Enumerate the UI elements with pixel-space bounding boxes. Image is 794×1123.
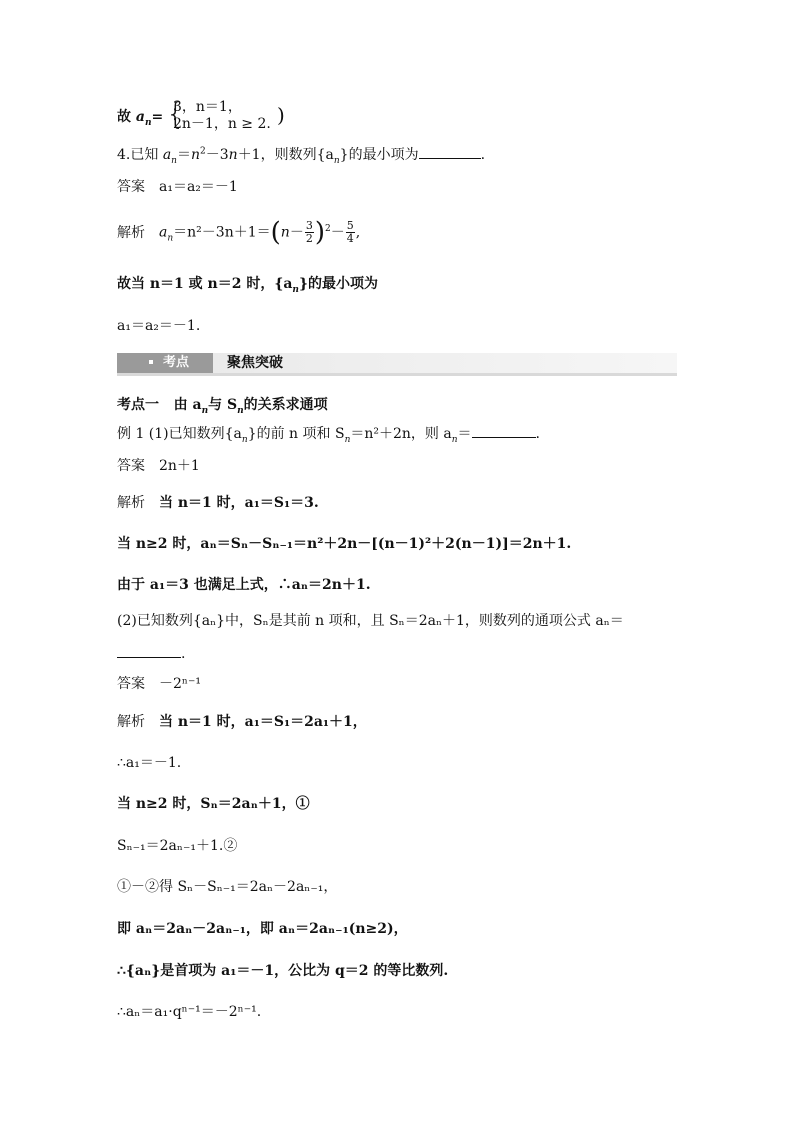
piecewise-case-1: 3，n＝1， [173, 99, 242, 115]
ex1-2-line-3: 当 n≥2 时，Sₙ＝2aₙ＋1，① [117, 796, 310, 812]
section-title: 聚焦突破 [227, 355, 283, 371]
ex1-1-answer: 答案 2n＋1 [117, 458, 200, 474]
topic-1-heading: 考点一 由 $a_n$与 $S_n$的关系求通项 [117, 397, 328, 416]
ex1-2-answer: 答案 －2ⁿ⁻¹ [117, 676, 201, 692]
ex1-2-blank: . [117, 645, 185, 663]
question-4: 4.已知 $a_n=n^2-3n+1$，则数列$\{a_n\}$的最小项为 . [117, 146, 486, 166]
piecewise-case-2: 2n－1，n ≥ 2. [173, 116, 271, 132]
ex1-2-analysis: 解析 当 n＝1 时，a₁＝S₁＝2a₁＋1， [117, 714, 367, 730]
piecewise-close-paren: ) [277, 103, 285, 127]
ex1-2-line-2: ∴a₁＝－1. [117, 755, 182, 771]
ex1-2-line-6: 即 aₙ＝2aₙ－2aₙ₋₁，即 aₙ＝2aₙ₋₁(n≥2)， [117, 921, 408, 937]
ex1-1-line-2: 当 n≥2 时，aₙ＝Sₙ－Sₙ₋₁＝n²＋2n－[(n－1)²＋2(n－1)]＝2n＋1. [117, 536, 572, 552]
section-tag: 考点 [117, 353, 213, 373]
square-bullet-icon [149, 360, 153, 364]
q4-conclusion: 故当 n＝1 或 n＝2 时，$\{a_n\}$的最小项为 [117, 276, 378, 295]
ex1-2-line-7: ∴{aₙ}是首项为 a₁＝－1，公比为 q＝2 的等比数列. [117, 963, 449, 979]
piecewise-brace: { [166, 97, 186, 132]
example-1-part-1: 例 1 (1)已知数列$\{a_n\}$的前 n 项和 $S_n=n^2+2n$，则 $a_n=$ . [117, 426, 540, 445]
ex1-2-line-5: ①－②得 Sₙ－Sₙ₋₁＝2aₙ－2aₙ₋₁， [117, 879, 338, 895]
q4-analysis: 解析 $a_n=n^2-3n+1=(n-$ $\frac{3}{2}$ )$^2$－ $\frac{5}{4}$ , [117, 217, 361, 248]
example-1-part-2: (2)已知数列{aₙ}中，Sₙ是其前 n 项和，且 Sₙ＝2aₙ＋1，则数列的通项公式 aₙ＝ [117, 613, 624, 629]
section-header [117, 353, 677, 376]
ex1-2-line-4: Sₙ₋₁＝2aₙ₋₁＋1.② [117, 838, 238, 854]
ex1-1-analysis: 解析 当 n＝1 时，a₁＝S₁＝3. [117, 495, 319, 511]
piecewise-lead: 故 $a_n=$ [117, 109, 164, 128]
q4-final: a₁＝a₂＝－1. [117, 318, 201, 334]
q4-answer: 答案 a₁＝a₂＝－1 [117, 179, 238, 195]
ex1-2-line-8: ∴aₙ＝a₁·qⁿ⁻¹＝－2ⁿ⁻¹. [117, 1004, 262, 1020]
ex1-1-line-3: 由于 a₁＝3 也满足上式，∴aₙ＝2n＋1. [117, 577, 371, 593]
